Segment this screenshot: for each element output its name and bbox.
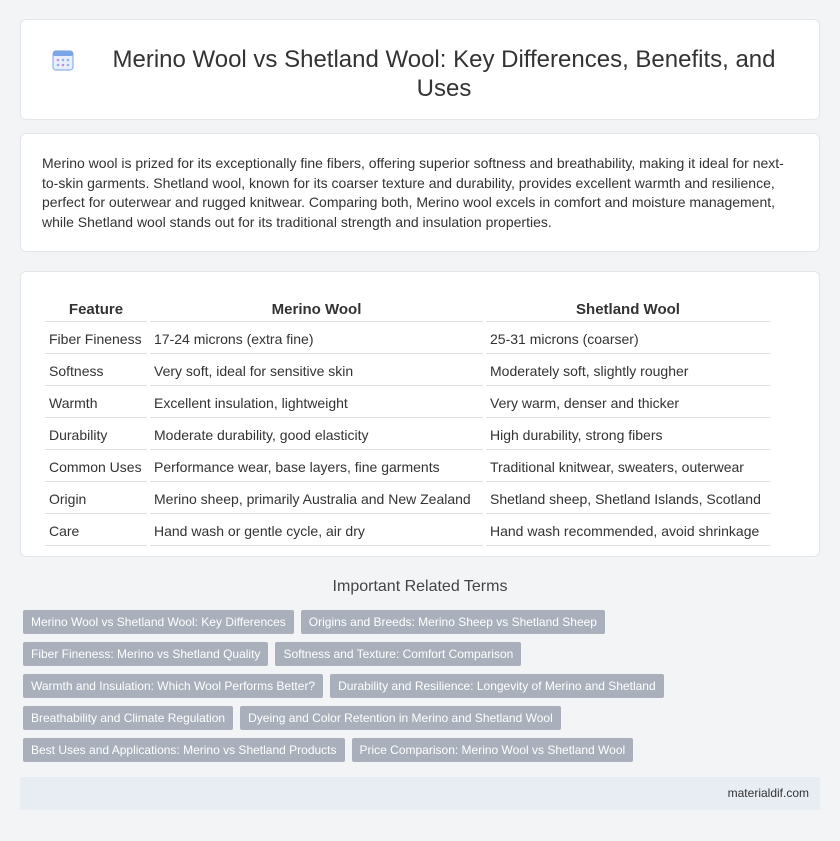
related-tag[interactable]: Warmth and Insulation: Which Wool Performs Better?	[23, 674, 323, 698]
table-row	[45, 453, 770, 482]
row-merino: Merino sheep, primarily Australia and New Zealand	[150, 485, 483, 514]
table-header-row	[45, 297, 770, 322]
related-tag[interactable]: Dyeing and Color Retention in Merino and Shetland Wool	[240, 706, 561, 730]
header-shetland: Shetland Wool	[486, 297, 770, 322]
tag-row	[23, 642, 813, 666]
related-tag[interactable]: Durability and Resilience: Longevity of Merino and Shetland	[330, 674, 664, 698]
row-merino: Excellent insulation, lightweight	[150, 389, 483, 418]
row-shetland: High durability, strong fibers	[486, 421, 770, 450]
tag-row	[23, 610, 813, 634]
row-shetland: Traditional knitwear, sweaters, outerwear	[486, 453, 770, 482]
row-shetland: 25-31 microns (coarser)	[486, 325, 770, 354]
row-shetland: Moderately soft, slightly rougher	[486, 357, 770, 386]
page-title: Merino Wool vs Shetland Wool: Key Differences, Benefits, and Uses	[112, 46, 776, 102]
related-tag[interactable]: Softness and Texture: Comfort Comparison	[275, 642, 521, 666]
comparison-table	[42, 294, 773, 549]
header-merino: Merino Wool	[150, 297, 483, 322]
related-tag[interactable]: Price Comparison: Merino Wool vs Shetland Wool	[352, 738, 634, 762]
related-tag[interactable]: Best Uses and Applications: Merino vs Shetland Products	[23, 738, 345, 762]
table-row	[45, 325, 770, 354]
row-feature: Common Uses	[45, 453, 147, 482]
row-merino: Hand wash or gentle cycle, air dry	[150, 517, 483, 546]
related-terms-title: Important Related Terms	[332, 578, 508, 595]
related-tag[interactable]: Origins and Breeds: Merino Sheep vs Shetland Sheep	[301, 610, 605, 634]
title-wrap	[21, 45, 819, 103]
comparison-card	[20, 271, 820, 557]
footer	[20, 777, 820, 810]
tag-row	[23, 738, 813, 762]
header-feature: Feature	[45, 297, 147, 322]
table-row	[45, 517, 770, 546]
table-row	[45, 485, 770, 514]
row-feature: Durability	[45, 421, 147, 450]
row-feature: Fiber Fineness	[45, 325, 147, 354]
tag-row	[23, 706, 813, 730]
table-row	[45, 421, 770, 450]
table-row	[45, 357, 770, 386]
header-card	[20, 19, 820, 120]
row-feature: Softness	[45, 357, 147, 386]
calendar-icon	[51, 48, 75, 72]
row-shetland: Very warm, denser and thicker	[486, 389, 770, 418]
related-tags	[23, 610, 813, 770]
row-feature: Origin	[45, 485, 147, 514]
row-merino: Performance wear, base layers, fine garments	[150, 453, 483, 482]
tag-row	[23, 674, 813, 698]
row-feature: Warmth	[45, 389, 147, 418]
intro-text: Merino wool is prized for its exceptionally fine fibers, offering superior softness and breathability, making it ideal for next-to-skin garments. Shetland wool, known for its coarser texture and durability, provides excellent warmth and resilience, perfect for outerwear and rugged knitwear. Comparing both, Merino wool excels in comfort and moisture management, while Shetland wool stands out for its traditional strength and insulation properties.	[42, 155, 784, 230]
row-shetland: Hand wash recommended, avoid shrinkage	[486, 517, 770, 546]
related-tag[interactable]: Fiber Fineness: Merino vs Shetland Quality	[23, 642, 268, 666]
intro-card	[20, 133, 820, 252]
row-shetland: Shetland sheep, Shetland Islands, Scotland	[486, 485, 770, 514]
footer-site-link[interactable]: materialdif.com	[727, 786, 809, 800]
row-feature: Care	[45, 517, 147, 546]
row-merino: 17-24 microns (extra fine)	[150, 325, 483, 354]
row-merino: Very soft, ideal for sensitive skin	[150, 357, 483, 386]
related-tag[interactable]: Breathability and Climate Regulation	[23, 706, 233, 730]
row-merino: Moderate durability, good elasticity	[150, 421, 483, 450]
table-row	[45, 389, 770, 418]
related-tag[interactable]: Merino Wool vs Shetland Wool: Key Differences	[23, 610, 294, 634]
